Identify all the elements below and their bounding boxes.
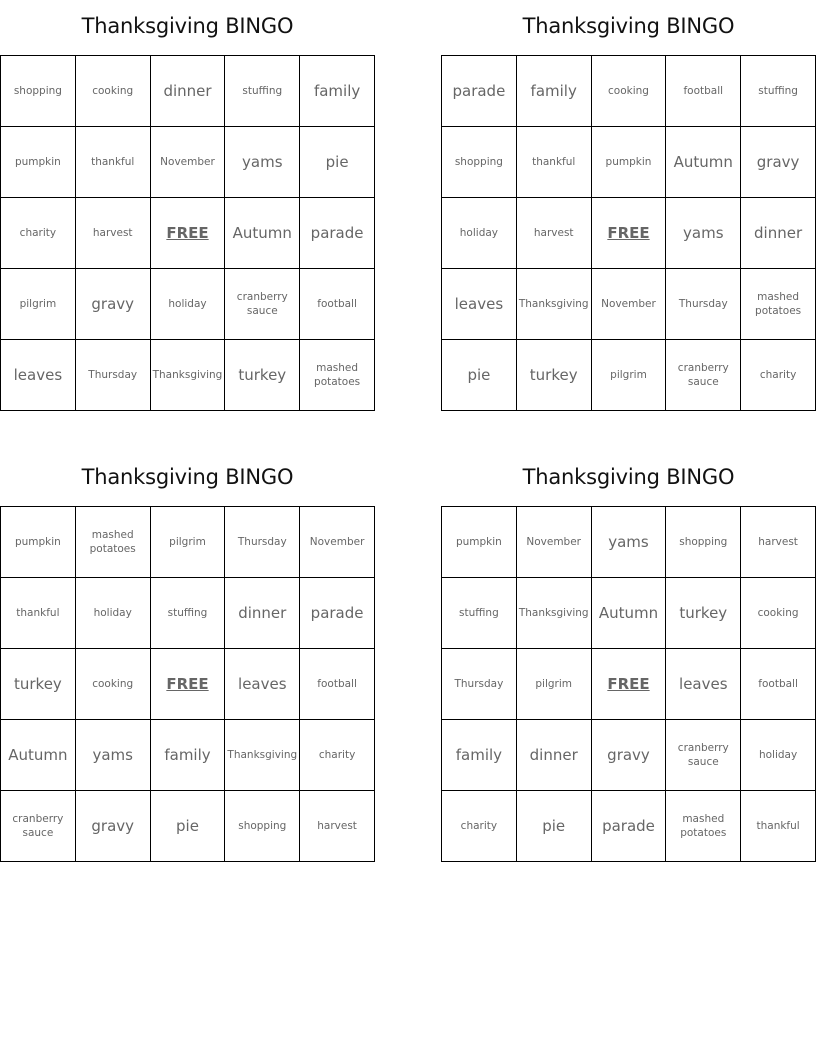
bingo-cell: pumpkin (1, 507, 76, 578)
card-title: Thanksgiving BINGO (81, 14, 294, 38)
bingo-cell: turkey (516, 340, 591, 411)
bingo-cell: cooking (75, 649, 150, 720)
bingo-cell: mashed potatoes (75, 507, 150, 578)
bingo-row (442, 269, 816, 340)
bingo-cell: Thursday (442, 649, 517, 720)
bingo-cell: pie (300, 127, 375, 198)
free-space: FREE (591, 649, 666, 720)
free-space: FREE (150, 198, 225, 269)
bingo-cell: gravy (75, 791, 150, 862)
bingo-cell: gravy (591, 720, 666, 791)
bingo-cell: stuffing (225, 56, 300, 127)
bingo-cell: stuffing (741, 56, 816, 127)
bingo-cell: parade (442, 56, 517, 127)
bingo-cell: pie (150, 791, 225, 862)
bingo-cell: pilgrim (516, 649, 591, 720)
bingo-cell: pilgrim (1, 269, 76, 340)
bingo-cell: cranberry sauce (666, 720, 741, 791)
bingo-cell: parade (300, 578, 375, 649)
bingo-cell: pumpkin (591, 127, 666, 198)
bingo-cell: mashed potatoes (741, 269, 816, 340)
bingo-cell: charity (1, 198, 76, 269)
bingo-grid (0, 506, 375, 862)
bingo-cell: parade (300, 198, 375, 269)
bingo-row (1, 720, 375, 791)
bingo-cell: mashed potatoes (300, 340, 375, 411)
bingo-cell: shopping (225, 791, 300, 862)
bingo-cell: Autumn (666, 127, 741, 198)
bingo-cell: football (300, 269, 375, 340)
bingo-cell: cranberry sauce (225, 269, 300, 340)
bingo-cell: Thanksgiving (516, 269, 591, 340)
bingo-cell: turkey (666, 578, 741, 649)
bingo-cell: holiday (741, 720, 816, 791)
bingo-cell: family (300, 56, 375, 127)
bingo-cell: leaves (442, 269, 517, 340)
bingo-cell: November (591, 269, 666, 340)
bingo-cell: holiday (75, 578, 150, 649)
bingo-cell: pie (516, 791, 591, 862)
bingo-grid (441, 55, 816, 411)
bingo-cell: pilgrim (591, 340, 666, 411)
bingo-row (1, 198, 375, 269)
bingo-row (1, 578, 375, 649)
bingo-row (442, 127, 816, 198)
bingo-cell: football (666, 56, 741, 127)
bingo-cell: yams (591, 507, 666, 578)
bingo-cell: turkey (1, 649, 76, 720)
bingo-row (1, 340, 375, 411)
free-space: FREE (591, 198, 666, 269)
bingo-cell: dinner (150, 56, 225, 127)
bingo-row (1, 791, 375, 862)
bingo-cell: cranberry sauce (666, 340, 741, 411)
bingo-cell: dinner (225, 578, 300, 649)
card-title: Thanksgiving BINGO (522, 465, 735, 489)
bingo-cell: pilgrim (150, 507, 225, 578)
bingo-cell: Autumn (1, 720, 76, 791)
bingo-cell: turkey (225, 340, 300, 411)
bingo-row (442, 198, 816, 269)
bingo-row (442, 340, 816, 411)
bingo-cell: gravy (741, 127, 816, 198)
bingo-cell: thankful (516, 127, 591, 198)
bingo-cell: cooking (75, 56, 150, 127)
bingo-row (442, 649, 816, 720)
bingo-cell: gravy (75, 269, 150, 340)
bingo-row (442, 791, 816, 862)
bingo-cell: family (516, 56, 591, 127)
bingo-cell: Thursday (666, 269, 741, 340)
bingo-cell: November (150, 127, 225, 198)
bingo-cell: pumpkin (442, 507, 517, 578)
bingo-cell: harvest (516, 198, 591, 269)
bingo-row (1, 507, 375, 578)
bingo-cell: Autumn (225, 198, 300, 269)
card-title: Thanksgiving BINGO (522, 14, 735, 38)
card-title: Thanksgiving BINGO (81, 465, 294, 489)
bingo-cell: thankful (741, 791, 816, 862)
free-space: FREE (150, 649, 225, 720)
bingo-cell: football (300, 649, 375, 720)
bingo-cell: shopping (666, 507, 741, 578)
bingo-cell: yams (666, 198, 741, 269)
bingo-cell: pumpkin (1, 127, 76, 198)
bingo-cell: shopping (442, 127, 517, 198)
bingo-cell: shopping (1, 56, 76, 127)
bingo-cell: charity (442, 791, 517, 862)
bingo-cell: charity (300, 720, 375, 791)
bingo-cell: harvest (300, 791, 375, 862)
bingo-cell: thankful (1, 578, 76, 649)
bingo-cell: thankful (75, 127, 150, 198)
bingo-cell: mashed potatoes (666, 791, 741, 862)
bingo-cell: November (300, 507, 375, 578)
bingo-cell: Autumn (591, 578, 666, 649)
bingo-cell: leaves (225, 649, 300, 720)
bingo-grid (441, 506, 816, 862)
bingo-cell: November (516, 507, 591, 578)
bingo-row (1, 649, 375, 720)
bingo-row (1, 127, 375, 198)
bingo-cell: cranberry sauce (1, 791, 76, 862)
bingo-row (1, 56, 375, 127)
bingo-cell: holiday (442, 198, 517, 269)
bingo-cell: leaves (1, 340, 76, 411)
bingo-cell: holiday (150, 269, 225, 340)
bingo-row (1, 269, 375, 340)
bingo-cell: cooking (741, 578, 816, 649)
bingo-row (442, 578, 816, 649)
bingo-cell: dinner (741, 198, 816, 269)
bingo-cell: harvest (741, 507, 816, 578)
bingo-row (442, 507, 816, 578)
bingo-cell: charity (741, 340, 816, 411)
bingo-cell: dinner (516, 720, 591, 791)
bingo-cell: stuffing (442, 578, 517, 649)
bingo-cell: harvest (75, 198, 150, 269)
bingo-grid (0, 55, 375, 411)
bingo-cell: Thursday (75, 340, 150, 411)
bingo-cell: leaves (666, 649, 741, 720)
bingo-cell: family (442, 720, 517, 791)
bingo-cell: football (741, 649, 816, 720)
bingo-row (442, 720, 816, 791)
bingo-cell: stuffing (150, 578, 225, 649)
bingo-cell: parade (591, 791, 666, 862)
bingo-row (442, 56, 816, 127)
bingo-cell: yams (225, 127, 300, 198)
bingo-cell: Thanksgiving (225, 720, 300, 791)
bingo-cell: cooking (591, 56, 666, 127)
bingo-cell: Thursday (225, 507, 300, 578)
bingo-cell: Thanksgiving (516, 578, 591, 649)
bingo-cell: yams (75, 720, 150, 791)
bingo-cell: family (150, 720, 225, 791)
bingo-cell: pie (442, 340, 517, 411)
bingo-cell: Thanksgiving (150, 340, 225, 411)
